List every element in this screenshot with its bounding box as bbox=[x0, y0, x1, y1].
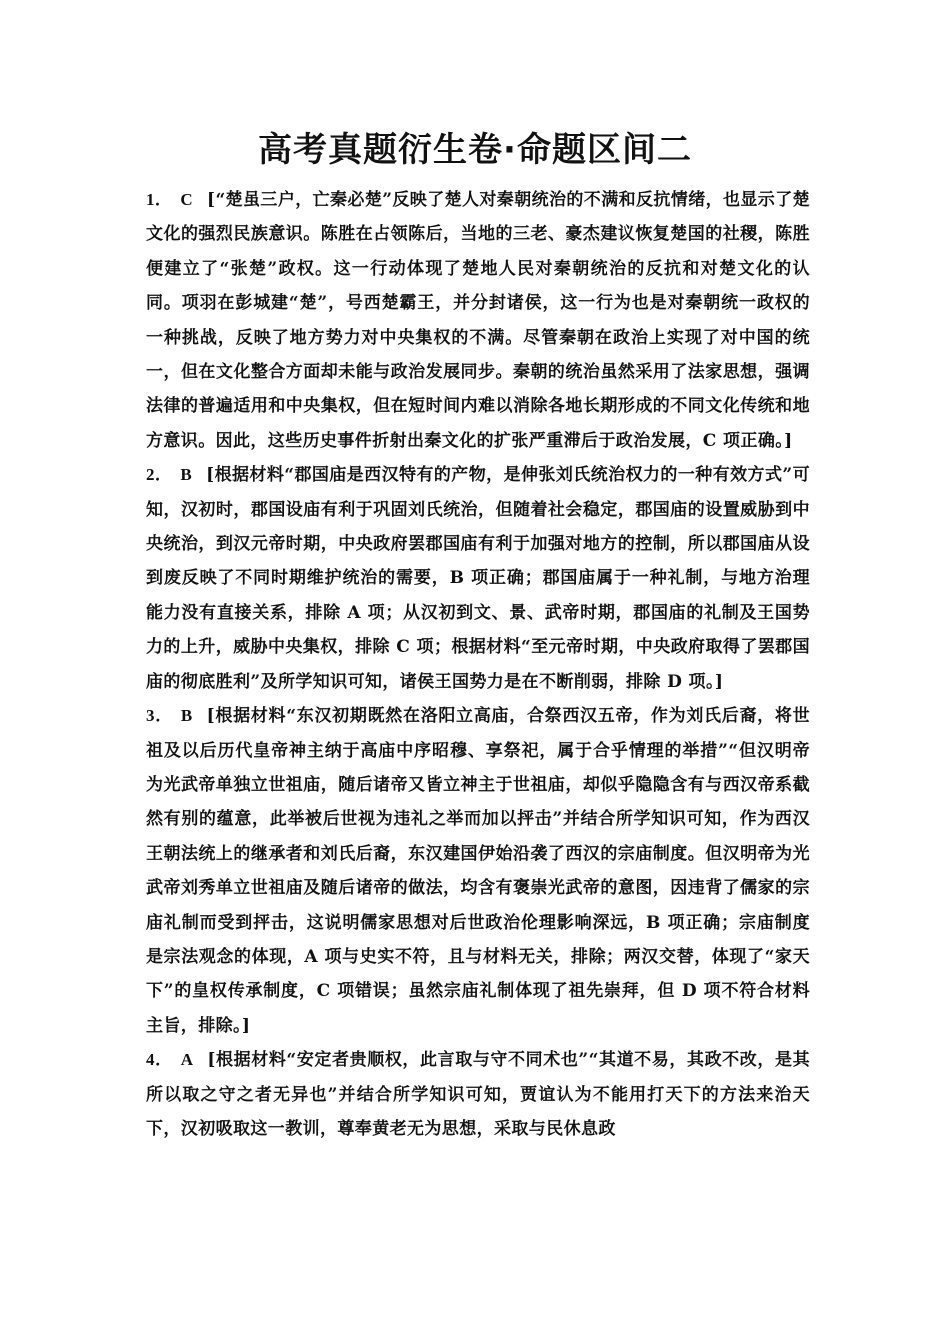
answer-item-4 bbox=[146, 1043, 810, 1146]
answer-explanation: [根据材料“安定者贵顺权，此言取与守不同术也”“其道不易，其政不改，是其所以取之守之者无异也”并结合所学知识可知，贾谊认为不能用打天下的方法来治天下，汉初吸取这一教训，尊奉黄老无为思想，采取与民休息政 bbox=[146, 1050, 810, 1139]
answer-choice: B bbox=[180, 465, 193, 485]
answer-choice: A bbox=[180, 1050, 194, 1070]
question-number: 4． bbox=[146, 1050, 173, 1070]
answer-explanation: [“楚虽三户，亡秦必楚”反映了楚人对秦朝统治的不满和反抗情绪，也显示了楚文化的强烈民族意识。陈胜在占领陈后，当地的三老、豪杰建议恢复楚国的社稷，陈胜便建立了“张楚”政权。这一行动体现了楚地人民对秦朝统治的反抗和对楚文化的认同。项羽在彭城建“楚”，号西楚霸王，并分封诸侯，这一行为也是对秦朝统一政权的一种挑战，反映了地方势力对中央集权的不满。尽管秦朝在政治上实现了对中国的统一，但在文化整合方面却未能与政治发展同步。秦朝的统治虽然采用了法家思想，强调法律的普遍适用和中央集权，但在短时间内难以消除各地长期形成的不同文化传统和地方意识。因此，这些历史事件折射出秦文化的扩张严重滞后于政治发展，C 项正确。] bbox=[146, 190, 810, 451]
answer-list bbox=[146, 183, 810, 1146]
question-number: 2． bbox=[146, 465, 173, 485]
answer-explanation: [根据材料“郡国庙是西汉特有的产物，是伸张刘氏统治权力的一种有效方式”可知，汉初时，郡国设庙有利于巩固刘氏统治，但随着社会稳定，郡国庙的设置威胁到中央统治，到汉元帝时期，中央政府罢郡国庙有利于加强对地方的控制，所以郡国庙从设到废反映了不同时期维护统治的需要，B 项正确；郡国庙属于一种礼制，与地方治理能力没有直接关系，排除 A 项；从汉初到文、景、武帝时期，郡国庙的礼制及王国势力的上升，威胁中央集权，排除 C 项；根据材料“至元帝时期，中央政府取得了罢郡国庙的彻底胜利”及所学知识可知，诸侯王国势力是在不断削弱，排除 D 项。] bbox=[146, 465, 810, 692]
answer-item-3 bbox=[146, 699, 810, 1043]
answer-choice: B bbox=[180, 706, 193, 726]
answer-item-1 bbox=[146, 183, 810, 458]
answer-explanation: [根据材料“东汉初期既然在洛阳立高庙，合祭西汉五帝，作为刘氏后裔，将世祖及以后历代皇帝神主纳于高庙中序昭穆、享祭祀，属于合乎情理的举措”“但汉明帝为光武帝单独立世祖庙，随后诸帝又皆立神主于世祖庙，却似乎隐隐含有与西汉帝系截然有别的蕴意，此举被后世视为违礼之举而加以抨击”并结合所学知识可知，作为西汉王朝法统上的继承者和刘氏后裔，东汉建国伊始沿袭了西汉的宗庙制度。但汉明帝为光武帝刘秀单立世祖庙及随后诸帝的做法，均含有褒崇光武帝的意图，因违背了儒家的宗庙礼制而受到抨击，这说明儒家思想对后世政治伦理影响深远，B 项正确；宗庙制度是宗法观念的体现，A 项与史实不符，且与材料无关，排除；两汉交替，体现了“家天下”的皇权传承制度，C 项错误；虽然宗庙礼制体现了祖先崇拜，但 D 项不符合材料主旨，排除。] bbox=[146, 706, 810, 1036]
answer-choice: C bbox=[180, 190, 193, 209]
answer-item-2 bbox=[146, 458, 810, 699]
question-number: 1． bbox=[146, 190, 173, 209]
page-title: 高考真题衍生卷·命题区间二 bbox=[258, 130, 692, 170]
question-number: 3． bbox=[146, 706, 173, 726]
